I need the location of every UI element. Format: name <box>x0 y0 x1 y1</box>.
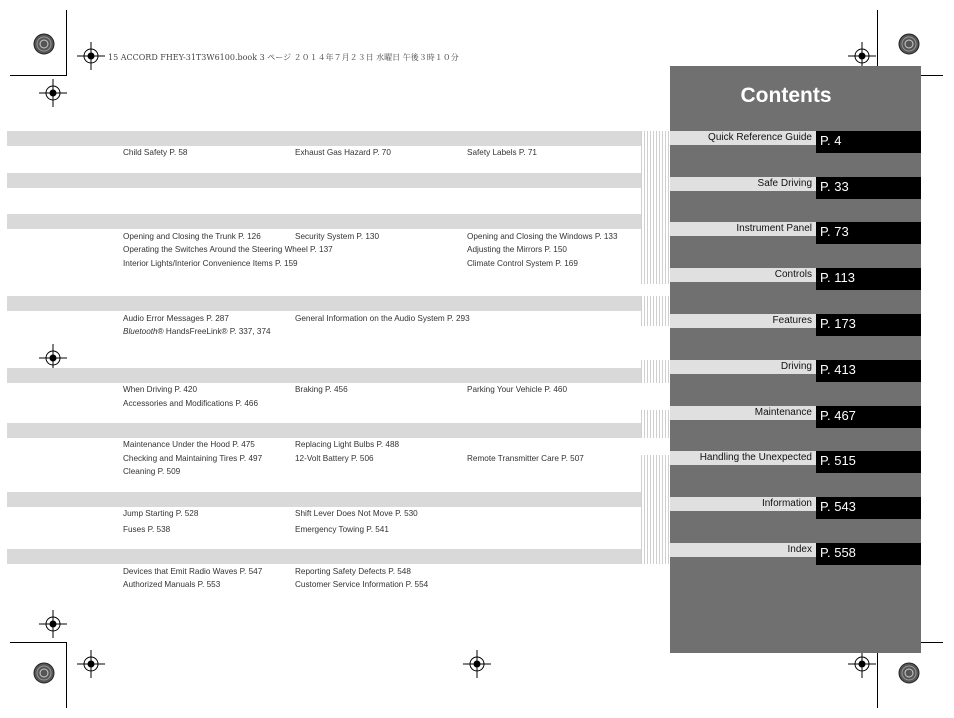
tab-handling-unexpected[interactable] <box>670 451 921 473</box>
entry-cleaning[interactable]: Cleaning P. 509 <box>123 467 181 476</box>
tab-controls[interactable] <box>670 268 921 290</box>
tab-label: Quick Reference Guide <box>670 131 816 145</box>
tab-page: P. 543 <box>816 497 921 519</box>
entry-security[interactable]: Security System P. 130 <box>295 232 380 241</box>
entry-shift-lever[interactable]: Shift Lever Does Not Move P. 530 <box>295 509 418 518</box>
tab-page: P. 33 <box>816 177 921 199</box>
tab-page: P. 113 <box>816 268 921 290</box>
entry-handsfreelink[interactable] <box>123 327 271 336</box>
entry-radio-waves[interactable]: Devices that Emit Radio Waves P. 547 <box>123 567 263 576</box>
tab-label: Maintenance <box>670 406 816 420</box>
entry-authorized-manuals[interactable]: Authorized Manuals P. 553 <box>123 580 221 589</box>
entry-remote-transmitter[interactable]: Remote Transmitter Care P. 507 <box>467 454 584 463</box>
tab-page: P. 515 <box>816 451 921 473</box>
tab-label: Instrument Panel <box>670 222 816 236</box>
tab-label: Controls <box>670 268 816 282</box>
entry-braking[interactable]: Braking P. 456 <box>295 385 348 394</box>
handsfreelink-text: ® HandsFreeLink® P. 337, 374 <box>157 327 271 336</box>
entry-when-driving[interactable]: When Driving P. 420 <box>123 385 198 394</box>
section-band-controls <box>7 214 641 229</box>
tab-label: Handling the Unexpected <box>670 451 816 465</box>
tab-instrument-panel[interactable] <box>670 222 921 244</box>
tab-label: Safe Driving <box>670 177 816 191</box>
contents-title: Contents <box>740 84 832 107</box>
print-header: 15 ACCORD FHEY-31T3W6100.book 3 ページ ２０１４年７月２３日 水曜日 午後３時１０分 <box>108 53 459 62</box>
tab-driving[interactable] <box>670 360 921 382</box>
entry-tires[interactable]: Checking and Maintaining Tires P. 497 <box>123 454 263 463</box>
entry-battery[interactable]: 12-Volt Battery P. 506 <box>295 454 374 463</box>
entry-switches[interactable]: Operating the Switches Around the Steering Wheel P. 137 <box>123 245 333 254</box>
tab-safe-driving[interactable] <box>670 177 921 199</box>
tab-label: Features <box>670 314 816 328</box>
tab-features[interactable] <box>670 314 921 336</box>
entry-safety-defects[interactable]: Reporting Safety Defects P. 548 <box>295 567 411 576</box>
section-band-information <box>7 549 641 564</box>
bluetooth-italic: Bluetooth <box>123 327 158 336</box>
entry-emergency-towing[interactable]: Emergency Towing P. 541 <box>295 525 389 534</box>
tab-label: Information <box>670 497 816 511</box>
entry-customer-service[interactable]: Customer Service Information P. 554 <box>295 580 429 589</box>
entry-interior-lights[interactable]: Interior Lights/Interior Convenience Items P. 159 <box>123 259 298 268</box>
tab-page: P. 558 <box>816 543 921 565</box>
entry-audio-info[interactable]: General Information on the Audio System P. 293 <box>295 314 470 323</box>
section-band-safe-driving <box>7 131 641 146</box>
section-band-maintenance <box>7 423 641 438</box>
entry-climate[interactable]: Climate Control System P. 169 <box>467 259 578 268</box>
tab-page: P. 413 <box>816 360 921 382</box>
entry-windows[interactable]: Opening and Closing the Windows P. 133 <box>467 232 618 241</box>
section-band-features <box>7 296 641 311</box>
tab-information[interactable] <box>670 497 921 519</box>
entry-safety-labels[interactable]: Safety Labels P. 71 <box>467 148 537 157</box>
entry-under-hood[interactable]: Maintenance Under the Hood P. 475 <box>123 440 255 449</box>
section-band-driving <box>7 368 641 383</box>
entry-accessories[interactable]: Accessories and Modifications P. 466 <box>123 399 259 408</box>
entry-child-safety[interactable]: Child Safety P. 58 <box>123 148 188 157</box>
entry-jump-starting[interactable]: Jump Starting P. 528 <box>123 509 199 518</box>
entry-fuses[interactable]: Fuses P. 538 <box>123 525 171 534</box>
tab-page: P. 173 <box>816 314 921 336</box>
section-band-instrument-panel <box>7 173 641 188</box>
tab-page: P. 73 <box>816 222 921 244</box>
entry-light-bulbs[interactable]: Replacing Light Bulbs P. 488 <box>295 440 400 449</box>
section-band-handling <box>7 492 641 507</box>
tab-label: Index <box>670 543 816 557</box>
tab-index[interactable] <box>670 543 921 565</box>
entry-parking[interactable]: Parking Your Vehicle P. 460 <box>467 385 567 394</box>
tab-maintenance[interactable] <box>670 406 921 428</box>
entry-exhaust-gas[interactable]: Exhaust Gas Hazard P. 70 <box>295 148 391 157</box>
entry-trunk[interactable]: Opening and Closing the Trunk P. 126 <box>123 232 261 241</box>
entry-mirrors[interactable]: Adjusting the Mirrors P. 150 <box>467 245 567 254</box>
tab-quick-reference[interactable] <box>670 131 921 153</box>
tab-label: Driving <box>670 360 816 374</box>
tab-page: P. 467 <box>816 406 921 428</box>
tab-page: P. 4 <box>816 131 921 153</box>
entry-audio-error[interactable]: Audio Error Messages P. 287 <box>123 314 229 323</box>
